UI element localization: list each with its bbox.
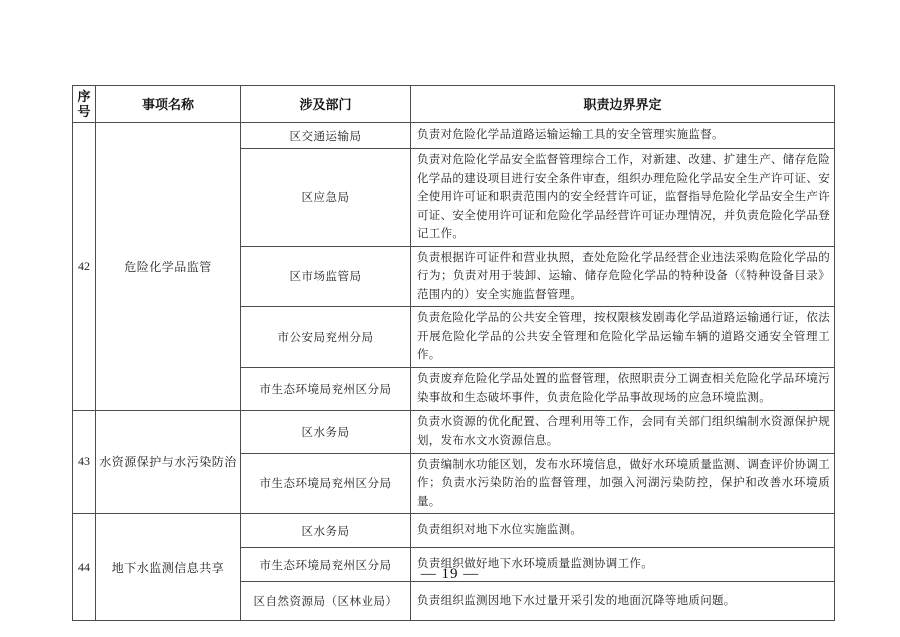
header-departments: 涉及部门 xyxy=(241,86,411,123)
duty-cell: 负责组织对地下水位实施监测。 xyxy=(411,514,835,548)
duty-cell: 负责组织做好地下水环境质量监测协调工作。 xyxy=(411,548,835,582)
item-cell-43: 水资源保护与水污染防治 xyxy=(96,410,241,514)
serial-cell-44: 44 xyxy=(73,514,96,621)
duty-cell: 负责水资源的优化配置、合理利用等工作，会同有关部门组织编制水资源保护规划，发布水文水资源信息。 xyxy=(411,410,835,453)
serial-cell-43: 43 xyxy=(73,410,96,514)
dept-cell: 区水务局 xyxy=(241,514,411,548)
serial-cell-42: 42 xyxy=(73,123,96,411)
header-item-name: 事项名称 xyxy=(96,86,241,123)
dept-cell: 区水务局 xyxy=(241,410,411,453)
page-number: — 19 — xyxy=(420,566,480,582)
duty-cell: 负责对危险化学品道路运输运输工具的安全管理实施监督。 xyxy=(411,123,835,149)
duty-cell: 负责废弃危险化学品处置的监督管理，依照职责分工调查相关危险化学品环境污染事故和生态破坏事件，负责危险化学品事故现场的应急环境监测。 xyxy=(411,367,835,410)
dept-cell: 区自然资源局（区林业局） xyxy=(241,582,411,621)
dept-cell: 市公安局兖州分局 xyxy=(241,307,411,368)
table-header-row xyxy=(73,86,835,123)
dept-cell: 市生态环境局兖州区分局 xyxy=(241,453,411,514)
table-row xyxy=(73,514,835,548)
duty-cell: 负责组织监测因地下水过量开采引发的地面沉降等地质问题。 xyxy=(411,582,835,621)
duty-cell: 负责根据许可证件和营业执照，查处危险化学品经营企业违法采购危险化学品的行为；负责对用于装卸、运输、储存危险化学品的特种设备（《特种设备目录》范围内的）安全实施监督管理。 xyxy=(411,246,835,307)
duty-cell: 负责危险化学品的公共安全管理，按权限核发剧毒化学品道路运输通行证，依法开展危险化学品的公共安全管理和危险化学品运输车辆的道路交通安全管理工作。 xyxy=(411,307,835,368)
dept-cell: 区交通运输局 xyxy=(241,123,411,149)
item-cell-44: 地下水监测信息共享 xyxy=(96,514,241,621)
dept-cell: 市生态环境局兖州区分局 xyxy=(241,367,411,410)
dept-cell: 区市场监管局 xyxy=(241,246,411,307)
table-row xyxy=(73,123,835,149)
item-cell-42: 危险化学品监管 xyxy=(96,123,241,411)
duty-cell: 负责编制水功能区划，发布水环境信息，做好水环境质量监测、调查评价协调工作；负责水污染防治的监督管理，加强入河湖污染防控，保护和改善水环境质量。 xyxy=(411,453,835,514)
header-duty-boundary: 职责边界界定 xyxy=(411,86,835,123)
table-row xyxy=(73,410,835,453)
dept-cell: 区应急局 xyxy=(241,149,411,247)
dept-cell: 市生态环境局兖州区分局 xyxy=(241,548,411,582)
header-serial-number: 序号 xyxy=(73,86,96,123)
responsibility-boundary-table xyxy=(72,85,835,621)
duty-cell: 负责对危险化学品安全监督管理综合工作，对新建、改建、扩建生产、储存危险化学品的建设项目进行安全条件审查，组织办理危险化学品安全生产许可证、安全使用许可证和职责范围内的安全经营许可证，监督指导危险化学品安全生产许可证、安全使用许可证和危险化学品经营许可证办理情况，并负责危险化学品登记工作。 xyxy=(411,149,835,247)
